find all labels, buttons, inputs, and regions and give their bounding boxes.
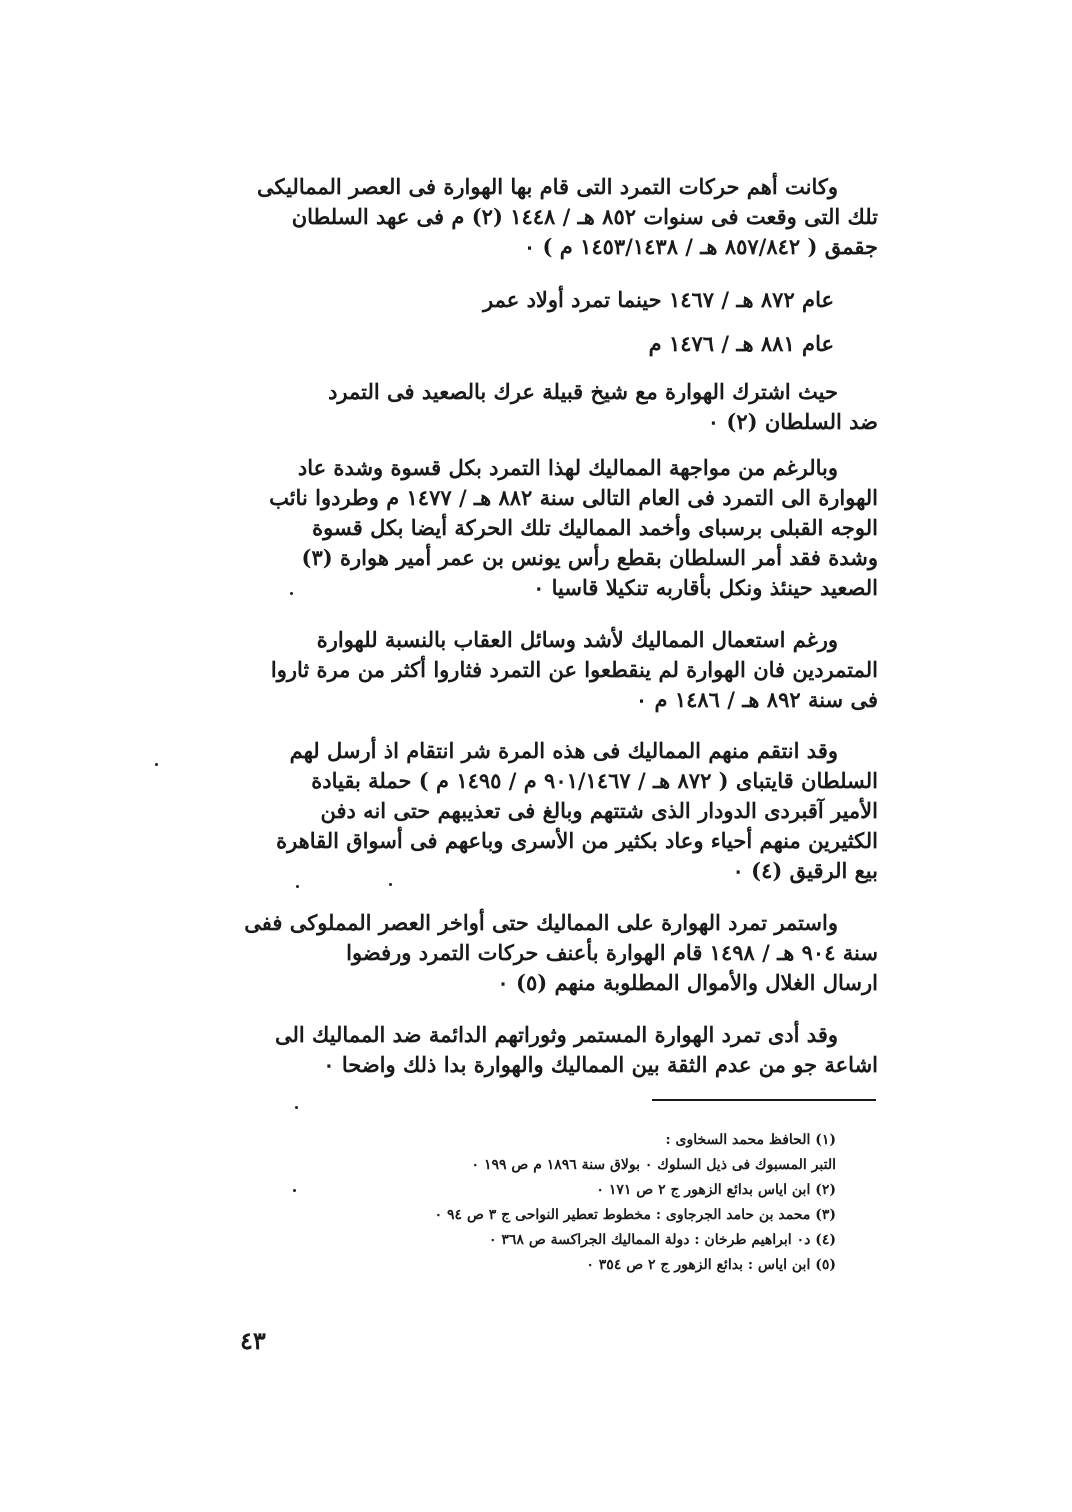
- year-872-line: عام ٨٧٢ هـ / ١٤٦٧ حينما تمرد أولاد عمر: [483, 287, 834, 312]
- paragraph-6: [240, 908, 878, 998]
- text-line: واستمر تمرد الهوارة على المماليك حتى أواخر العصر المملوكى ففى: [244, 910, 838, 935]
- text-line: حيث اشترك الهوارة مع شيخ قبيلة عرك بالصعيد فى التمرد: [328, 379, 838, 404]
- paragraph-1: [240, 172, 878, 262]
- footnote-5: (٥) ابن اياس : بدائع الزهور ج ٢ ص ٣٥٤ ٠: [586, 1257, 836, 1273]
- text-line: فى سنة ٨٩٢ هـ / ١٤٨٦ م ٠: [635, 687, 878, 712]
- scan-speck: [296, 885, 299, 888]
- text-line: وشدة فقد أمر السلطان بقطع رأس يونس بن عمر أمير هوارة (٣): [301, 545, 878, 570]
- text-line: بيع الرقيق (٤) ٠: [732, 858, 878, 883]
- paragraph-4: [240, 625, 878, 715]
- paragraph-2: [240, 377, 878, 437]
- paragraph-3: [240, 453, 878, 603]
- text-line: وكانت أهم حركات التمرد التى قام بها الهوارة فى العصر المماليكى: [256, 174, 838, 199]
- scan-speck: [295, 1106, 298, 1109]
- footnote-3: (٣) محمد بن حامد الجرجاوى : مخطوط تعطير النواحى ج ٣ ص ٩٤ ٠: [434, 1207, 836, 1223]
- text-line: الأمير آقبردى الدودار الذى شتتهم وبالغ فى تعذيبهم حتى انه دفن: [320, 798, 878, 823]
- paragraph-7: [240, 1020, 878, 1080]
- scan-speck: [293, 1189, 296, 1192]
- year-881-line: عام ٨٨١ هـ / ١٤٧٦ م: [648, 331, 834, 356]
- text-line: المتمردين فان الهوارة لم ينقطعوا عن التمرد فثاروا أكثر من مرة ثاروا: [270, 657, 878, 682]
- text-line: ارسال الغلال والأموال المطلوبة منهم (٥) ٠: [497, 970, 878, 995]
- text-line: الكثيرين منهم أحياء وعاد بكثير من الأسرى وباعهم فى أسواق القاهرة: [276, 828, 878, 853]
- scan-speck: [290, 592, 293, 595]
- text-line: اشاعة جو من عدم الثقة بين المماليك والهوارة بدا ذلك واضحا ٠: [323, 1052, 878, 1077]
- text-line: الوجه القبلى برسباى وأخمد المماليك تلك الحركة أيضا بكل قسوة: [312, 515, 878, 540]
- text-line: السلطان قايتباى ( ٨٧٢ هـ / ٩٠١/١٤٦٧ م / ١٤٩٥ م ) حملة بقيادة: [311, 768, 878, 793]
- text-line: الصعيد حينئذ ونكل بأقاربه تنكيلا قاسيا ٠: [533, 575, 878, 600]
- text-line: سنة ٩٠٤ هـ / ١٤٩٨ قام الهوارة بأعنف حركات التمرد ورفضوا: [346, 940, 878, 965]
- footnote-2: (٢) ابن اياس بدائع الزهور ج ٢ ص ١٧١ ٠: [596, 1182, 836, 1198]
- footnote-4: (٤) د٠ ابراهيم طرخان : دولة المماليك الجراكسة ص ٣٦٨ ٠: [488, 1232, 836, 1248]
- text-line: جقمق ( ٨٥٧/٨٤٢ هـ / ١٤٥٣/١٤٣٨ م ) ٠: [523, 234, 878, 259]
- text-line: الهوارة الى التمرد فى العام التالى سنة ٨٨٢ هـ / ١٤٧٧ م وطردوا نائب: [269, 485, 878, 510]
- footnotes: [300, 1128, 836, 1278]
- text-line: وقد انتقم منهم المماليك فى هذه المرة شر انتقام اذ أرسل لهم: [289, 738, 838, 763]
- scan-speck: [155, 763, 158, 766]
- page-number: ٤٣: [240, 1326, 266, 1355]
- text-line: ضد السلطان (٢) ٠: [707, 409, 878, 434]
- scan-speck: [389, 883, 392, 886]
- text-line: وقد أدى تمرد الهوارة المستمر وثوراتهم الدائمة ضد المماليك الى: [274, 1022, 838, 1047]
- footnote-1-source: التبر المسبوك فى ذيل السلوك ٠ بولاق سنة ١٨٩٦ م ص ١٩٩ ٠: [471, 1157, 836, 1173]
- paragraph-5: [240, 736, 878, 886]
- text-line: ورغم استعمال المماليك لأشد وسائل العقاب بالنسبة للهوارة: [316, 627, 838, 652]
- footnote-1: (١) الحافظ محمد السخاوى :: [665, 1132, 836, 1148]
- text-line: وبالرغم من مواجهة المماليك لهذا التمرد بكل قسوة وشدة عاد: [297, 455, 838, 480]
- footnote-separator: [652, 1099, 876, 1101]
- text-line: تلك التى وقعت فى سنوات ٨٥٢ هـ / ١٤٤٨ (٢) م فى عهد السلطان: [291, 204, 878, 229]
